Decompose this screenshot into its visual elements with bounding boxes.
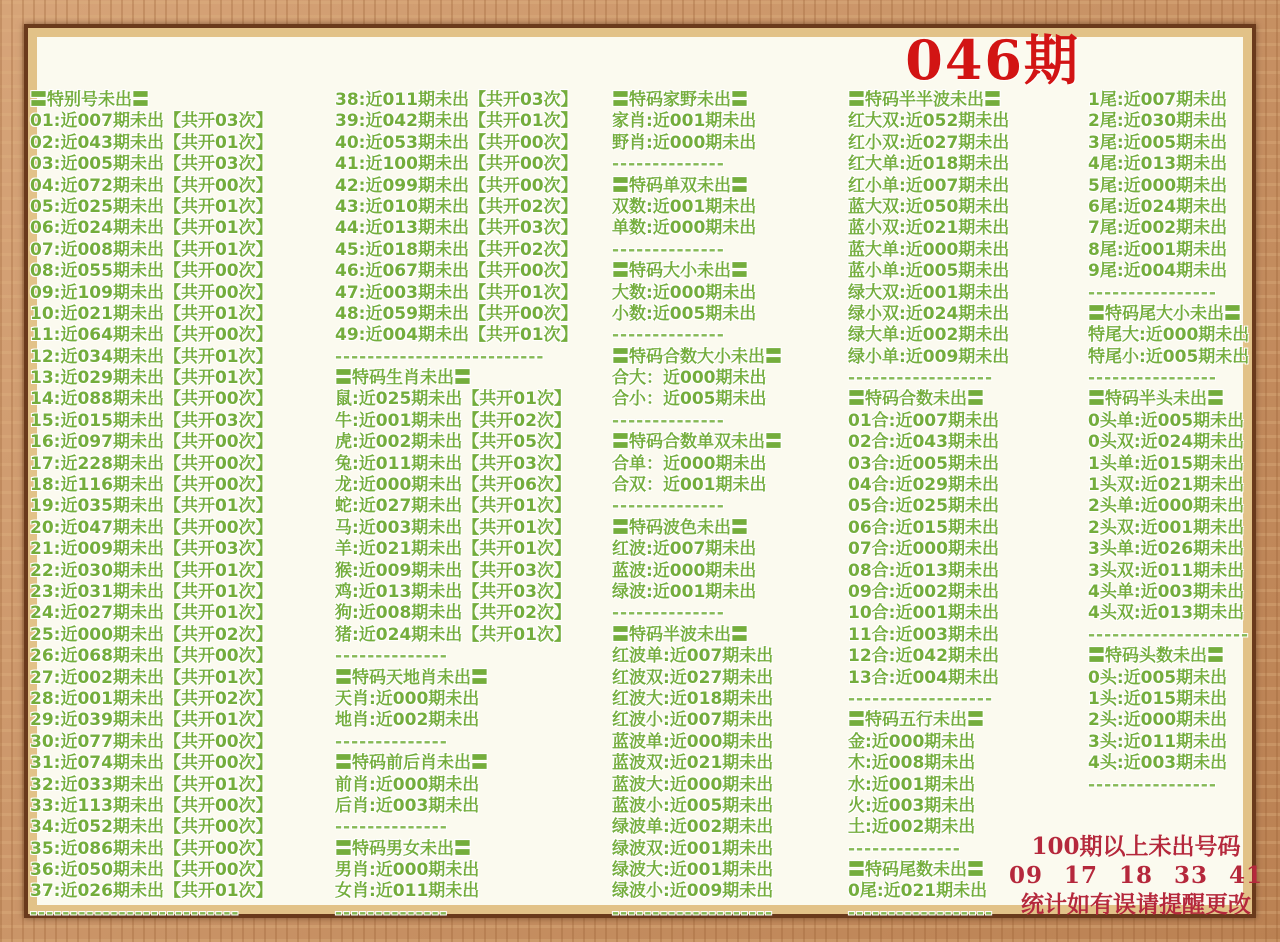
stat-line: 23:近031期未出【共开01次】	[30, 581, 273, 602]
stat-line: 1头单:近015期未出	[1088, 453, 1245, 474]
stat-line: 男肖:近000期未出	[335, 860, 480, 881]
stat-line: 羊:近021期未出【共开01次】	[335, 539, 571, 560]
stat-line: 8尾:近001期未出	[1088, 239, 1228, 260]
stat-line: 42:近099期未出【共开00次】	[335, 175, 578, 196]
stat-line: 6尾:近024期未出	[1088, 196, 1228, 217]
section-divider: ------------------	[848, 688, 994, 709]
section-divider: ----------------	[1088, 774, 1217, 795]
stat-line: 10合:近001期未出	[848, 603, 999, 624]
footer-line-1: 100期以上未出号码	[1031, 833, 1241, 860]
stat-line: 红大单:近018期未出	[848, 154, 1010, 175]
stat-line: 绿小单:近009期未出	[848, 346, 1010, 367]
stat-line: 04合:近029期未出	[848, 475, 999, 496]
stat-line: 0尾:近021期未出	[848, 881, 988, 902]
stat-line: 12:近034期未出【共开01次】	[30, 346, 273, 367]
stat-line: 06:近024期未出【共开01次】	[30, 218, 273, 239]
stat-line: 鸡:近013期未出【共开03次】	[335, 581, 571, 602]
stat-line: 兔:近011期未出【共开03次】	[335, 453, 571, 474]
stat-line: 36:近050期未出【共开00次】	[30, 860, 273, 881]
stat-line: 07:近008期未出【共开01次】	[30, 239, 273, 260]
section-header: 〓特码半头未出〓	[1088, 389, 1224, 410]
stat-line: 3头双:近011期未出	[1088, 560, 1245, 581]
stat-line: 4尾:近013期未出	[1088, 154, 1228, 175]
footer-line-3: 统计如有误请提醒更改	[1021, 891, 1251, 918]
stat-line: 41:近100期未出【共开00次】	[335, 154, 578, 175]
section-header: 〓特码半波未出〓	[612, 624, 748, 645]
stat-column-4	[848, 90, 1084, 924]
section-divider: --------------	[612, 154, 725, 175]
stat-line: 03合:近005期未出	[848, 453, 999, 474]
stat-line: 合大：近000期未出	[612, 368, 767, 389]
stat-line: 09合:近002期未出	[848, 581, 999, 602]
stat-line: 17:近228期未出【共开00次】	[30, 453, 273, 474]
stat-line: 05:近025期未出【共开01次】	[30, 196, 273, 217]
stat-column-3	[612, 90, 844, 924]
stat-line: 家肖:近001期未出	[612, 111, 757, 132]
stat-line: 34:近052期未出【共开00次】	[30, 817, 273, 838]
section-header: 〓特码尾大小未出〓	[1088, 303, 1241, 324]
stat-line: 合双：近001期未出	[612, 475, 767, 496]
stat-line: 04:近072期未出【共开00次】	[30, 175, 273, 196]
stat-line: 金:近000期未出	[848, 731, 976, 752]
stat-line: 39:近042期未出【共开01次】	[335, 111, 578, 132]
stat-line: 03:近005期未出【共开03次】	[30, 154, 273, 175]
stat-line: 野肖:近000期未出	[612, 132, 757, 153]
stat-line: 蓝波小:近005期未出	[612, 795, 774, 816]
stat-line: 单数:近000期未出	[612, 218, 757, 239]
stat-line: 21:近009期未出【共开03次】	[30, 539, 273, 560]
stat-line: 25:近000期未出【共开02次】	[30, 624, 273, 645]
stat-line: 天肖:近000期未出	[335, 688, 480, 709]
stat-line: 红波单:近007期未出	[612, 646, 774, 667]
stat-line: 土:近002期未出	[848, 817, 976, 838]
stat-line: 鼠:近025期未出【共开01次】	[335, 389, 571, 410]
stat-line: 地肖:近002期未出	[335, 710, 480, 731]
stat-line: 48:近059期未出【共开00次】	[335, 303, 578, 324]
stat-line: 10:近021期未出【共开01次】	[30, 303, 273, 324]
stat-line: 19:近035期未出【共开01次】	[30, 496, 273, 517]
stat-line: 26:近068期未出【共开00次】	[30, 646, 273, 667]
stat-line: 29:近039期未出【共开01次】	[30, 710, 273, 731]
stat-line: 红波双:近027期未出	[612, 667, 774, 688]
section-divider: --------------	[335, 902, 448, 923]
stat-line: 49:近004期未出【共开01次】	[335, 325, 578, 346]
stat-line: 08合:近013期未出	[848, 560, 999, 581]
stat-line: 水:近001期未出	[848, 774, 976, 795]
section-header: 〓特别号未出〓	[30, 90, 149, 110]
stat-line: 绿波小:近009期未出	[612, 881, 774, 902]
stat-column-5	[1088, 90, 1274, 796]
stat-line: 02:近043期未出【共开01次】	[30, 132, 273, 153]
stat-line: 蓝波:近000期未出	[612, 560, 757, 581]
stat-line: 蛇:近027期未出【共开01次】	[335, 496, 571, 517]
stat-line: 13:近029期未出【共开01次】	[30, 368, 273, 389]
stat-line: 18:近116期未出【共开00次】	[30, 475, 273, 496]
stat-line: 女肖:近011期未出	[335, 881, 480, 902]
stat-line: 火:近003期未出	[848, 795, 976, 816]
issue-title: 046期	[905, 28, 1080, 92]
section-divider: --------------------	[1088, 624, 1250, 645]
section-divider: ----------------	[1088, 282, 1217, 303]
stat-line: 龙:近000期未出【共开06次】	[335, 475, 571, 496]
stat-line: 特尾大:近000期未出	[1088, 325, 1250, 346]
section-header: 〓特码男女未出〓	[335, 838, 471, 859]
stat-line: 9尾:近004期未出	[1088, 261, 1228, 282]
stat-line: 0头:近005期未出	[1088, 667, 1228, 688]
stat-line: 2头:近000期未出	[1088, 710, 1228, 731]
stat-line: 4头:近003期未出	[1088, 753, 1228, 774]
section-header: 〓特码头数未出〓	[1088, 646, 1224, 667]
stat-column-2	[335, 90, 607, 924]
section-divider: --------------	[848, 838, 961, 859]
stat-line: 绿大单:近002期未出	[848, 325, 1010, 346]
stat-line: 木:近008期未出	[848, 753, 976, 774]
section-header: 〓特码单双未出〓	[612, 175, 748, 196]
stat-line: 4头单:近003期未出	[1088, 581, 1245, 602]
stat-line: 02合:近043期未出	[848, 432, 999, 453]
stat-line: 31:近074期未出【共开00次】	[30, 753, 273, 774]
stat-line: 猪:近024期未出【共开01次】	[335, 624, 571, 645]
section-divider: --------------	[335, 731, 448, 752]
stat-line: 20:近047期未出【共开00次】	[30, 517, 273, 538]
stat-line: 30:近077期未出【共开00次】	[30, 731, 273, 752]
section-divider: --------------	[335, 817, 448, 838]
section-header: 〓特码五行未出〓	[848, 710, 984, 731]
section-divider: --------------	[612, 325, 725, 346]
stat-line: 01合:近007期未出	[848, 410, 999, 431]
stat-line: 0头单:近005期未出	[1088, 410, 1245, 431]
stat-line: 2头双:近001期未出	[1088, 517, 1245, 538]
section-divider: --------------	[335, 646, 448, 667]
stat-line: 33:近113期未出【共开00次】	[30, 795, 273, 816]
section-divider: --------------------	[612, 902, 774, 923]
stat-line: 绿波单:近002期未出	[612, 817, 774, 838]
section-header: 〓特码天地肖未出〓	[335, 667, 488, 688]
footer-note	[998, 832, 1274, 919]
section-divider: ------------------	[848, 902, 994, 923]
section-header: 〓特码尾数未出〓	[848, 860, 984, 881]
stat-line: 蓝小单:近005期未出	[848, 261, 1010, 282]
stat-line: 绿波大:近001期未出	[612, 860, 774, 881]
stat-line: 05合:近025期未出	[848, 496, 999, 517]
stat-line: 01:近007期未出【共开03次】	[30, 111, 273, 132]
stat-line: 合单：近000期未出	[612, 453, 767, 474]
section-header: 〓特码半半波未出〓	[848, 90, 1001, 110]
stat-column-1	[30, 90, 330, 924]
stat-line: 46:近067期未出【共开00次】	[335, 261, 578, 282]
stat-line: 08:近055期未出【共开00次】	[30, 261, 273, 282]
stat-line: 28:近001期未出【共开02次】	[30, 688, 273, 709]
stat-line: 合小：近005期未出	[612, 389, 767, 410]
stat-line: 32:近033期未出【共开01次】	[30, 774, 273, 795]
section-header: 〓特码合数未出〓	[848, 389, 984, 410]
section-header: 〓特码大小未出〓	[612, 261, 748, 282]
section-header: 〓特码合数单双未出〓	[612, 432, 782, 453]
stat-line: 大数:近000期未出	[612, 282, 757, 303]
section-divider: --------------	[612, 239, 725, 260]
stat-line: 双数:近001期未出	[612, 196, 757, 217]
stat-line: 16:近097期未出【共开00次】	[30, 432, 273, 453]
section-header: 〓特码生肖未出〓	[335, 368, 471, 389]
stat-line: 15:近015期未出【共开03次】	[30, 410, 273, 431]
section-header: 〓特码合数大小未出〓	[612, 346, 782, 367]
stat-line: 40:近053期未出【共开00次】	[335, 132, 578, 153]
stat-line: 1头:近015期未出	[1088, 688, 1228, 709]
stat-line: 小数:近005期未出	[612, 303, 757, 324]
stat-line: 虎:近002期未出【共开05次】	[335, 432, 571, 453]
section-divider: ------------------	[848, 368, 994, 389]
stat-line: 11:近064期未出【共开00次】	[30, 325, 273, 346]
stat-line: 07合:近000期未出	[848, 539, 999, 560]
stat-line: 红小单:近007期未出	[848, 175, 1010, 196]
section-header: 〓特码家野未出〓	[612, 90, 748, 110]
stat-line: 27:近002期未出【共开01次】	[30, 667, 273, 688]
section-header: 〓特码前后肖未出〓	[335, 753, 488, 774]
stat-line: 13合:近004期未出	[848, 667, 999, 688]
stat-line: 06合:近015期未出	[848, 517, 999, 538]
stat-line: 后肖:近003期未出	[335, 795, 480, 816]
section-divider: --------------	[612, 603, 725, 624]
stat-line: 14:近088期未出【共开00次】	[30, 389, 273, 410]
stat-line: 2头单:近000期未出	[1088, 496, 1245, 517]
stat-line: 红波大:近018期未出	[612, 688, 774, 709]
footer-overdue-numbers: 09 17 18 33 41	[1008, 862, 1264, 889]
stat-line: 绿小双:近024期未出	[848, 303, 1010, 324]
stat-line: 绿波双:近001期未出	[612, 838, 774, 859]
stat-line: 3头:近011期未出	[1088, 731, 1228, 752]
stat-line: 马:近003期未出【共开01次】	[335, 517, 571, 538]
stat-line: 37:近026期未出【共开01次】	[30, 881, 273, 902]
stat-line: 43:近010期未出【共开02次】	[335, 196, 578, 217]
stat-line: 3尾:近005期未出	[1088, 132, 1228, 153]
stat-line: 蓝波单:近000期未出	[612, 731, 774, 752]
stat-line: 45:近018期未出【共开02次】	[335, 239, 578, 260]
stat-line: 44:近013期未出【共开03次】	[335, 218, 578, 239]
stat-line: 蓝波大:近000期未出	[612, 774, 774, 795]
stat-line: 2尾:近030期未出	[1088, 111, 1228, 132]
stat-line: 蓝波双:近021期未出	[612, 753, 774, 774]
stat-line: 5尾:近000期未出	[1088, 175, 1228, 196]
section-divider: --------------------------	[30, 902, 240, 923]
stat-line: 红波小:近007期未出	[612, 710, 774, 731]
stat-line: 蓝大单:近000期未出	[848, 239, 1010, 260]
stat-line: 7尾:近002期未出	[1088, 218, 1228, 239]
stat-line: 红波:近007期未出	[612, 539, 757, 560]
section-header: 〓特码波色未出〓	[612, 517, 748, 538]
stat-line: 前肖:近000期未出	[335, 774, 480, 795]
stat-line: 0头双:近024期未出	[1088, 432, 1245, 453]
section-divider: --------------	[612, 496, 725, 517]
stat-line: 绿波:近001期未出	[612, 581, 757, 602]
stat-line: 4头双:近013期未出	[1088, 603, 1245, 624]
stat-line: 24:近027期未出【共开01次】	[30, 603, 273, 624]
stat-line: 11合:近003期未出	[848, 624, 999, 645]
stat-line: 3头单:近026期未出	[1088, 539, 1245, 560]
stat-line: 蓝大双:近050期未出	[848, 196, 1010, 217]
stat-line: 红小双:近027期未出	[848, 132, 1010, 153]
stat-line: 蓝小双:近021期未出	[848, 218, 1010, 239]
stat-line: 1头双:近021期未出	[1088, 475, 1245, 496]
stat-line: 35:近086期未出【共开00次】	[30, 838, 273, 859]
stat-line: 牛:近001期未出【共开02次】	[335, 410, 571, 431]
stat-line: 绿大双:近001期未出	[848, 282, 1010, 303]
stat-line: 猴:近009期未出【共开03次】	[335, 560, 571, 581]
stat-line: 狗:近008期未出【共开02次】	[335, 603, 571, 624]
stat-line: 红大双:近052期未出	[848, 111, 1010, 132]
stat-line: 09:近109期未出【共开00次】	[30, 282, 273, 303]
stat-line: 47:近003期未出【共开01次】	[335, 282, 578, 303]
stat-line: 特尾小:近005期未出	[1088, 346, 1250, 367]
section-divider: ----------------	[1088, 368, 1217, 389]
stat-line: 38:近011期未出【共开03次】	[335, 90, 578, 110]
stat-line: 1尾:近007期未出	[1088, 90, 1228, 110]
stat-line: 22:近030期未出【共开01次】	[30, 560, 273, 581]
section-divider: --------------------------	[335, 346, 545, 367]
stat-line: 12合:近042期未出	[848, 646, 999, 667]
section-divider: --------------	[612, 410, 725, 431]
